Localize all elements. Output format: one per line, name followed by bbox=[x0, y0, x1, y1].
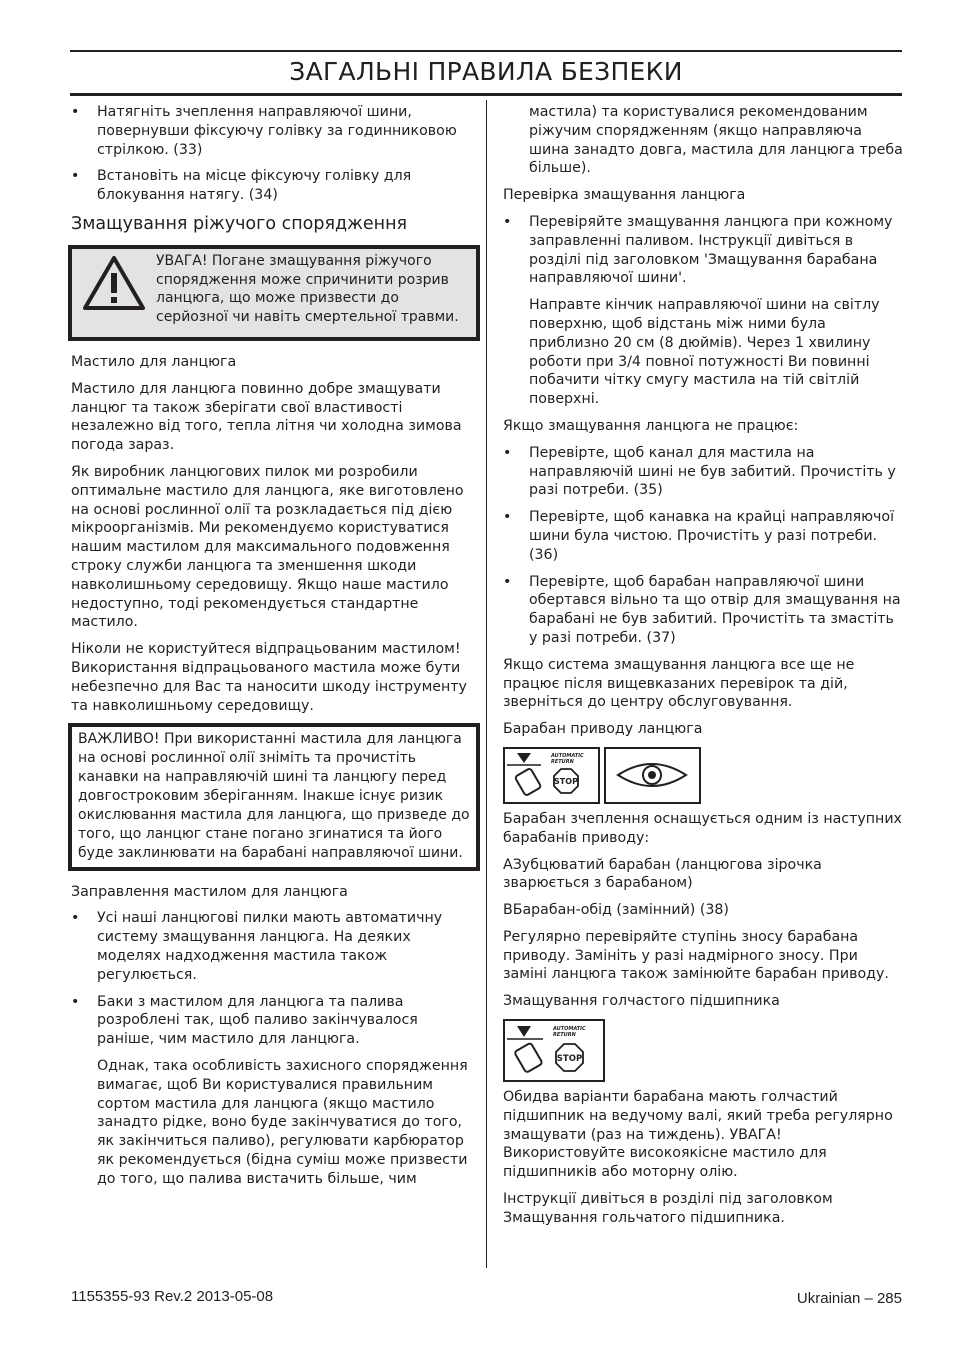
warning-triangle-icon bbox=[82, 255, 146, 311]
subheading-failure: Якщо змащування ланцюга не працює: bbox=[503, 417, 799, 434]
automatic-return-stop-icon bbox=[503, 747, 600, 804]
paragraph: Обидва варіанти барабана мають голчастий підшипник на ведучому валі, який треба регулярно змащувати (раз на тиждень). УВАГА! Використовуйте високоякісне мастило для підшипників або моторну олію. bbox=[503, 1089, 893, 1181]
paragraph: Мастило для ланцюга повинно добре змащувати ланцюг та також зберігати свої властивості незалежно від того, тепла літня чи холодна зимова погода зараз. bbox=[71, 380, 462, 454]
top-rule bbox=[70, 50, 902, 52]
paragraph: Ніколи не користуйтеся відпрацьованим мастилом! Використання відпрацьованого мастила може бути небезпечно для Вас та наносити шкоду інструменту та навколишньому середовищу. bbox=[71, 641, 467, 714]
return-label: RETURN bbox=[551, 758, 574, 765]
stop-label: STOP bbox=[554, 776, 578, 786]
paragraph: Якщо система змащування ланцюга все ще не працює після вищевказаних перевірок та дій, зверніться до центру обслуговування. bbox=[503, 656, 855, 711]
list-item: • Перевіряйте змащування ланцюга при кожному заправленні паливом. Інструкції дивіться в розділі під заголовком 'Змащування барабана направляючої шини'. bbox=[503, 213, 893, 287]
subheading-drum: Барабан приводу ланцюга bbox=[503, 721, 703, 738]
column-divider bbox=[486, 100, 487, 1268]
return-label: RETURN bbox=[553, 1032, 576, 1039]
warning-text: УВАГА! Погане змащування ріжучого спорядження може спричинити розрив ланцюга, що може призвести до серйозної чи навіть смертельної травми. bbox=[156, 252, 459, 325]
section-heading: Змащування ріжучого спорядження bbox=[71, 213, 408, 234]
paragraph: Однак, така особливість захисного спорядження вимагає, щоб Ви користувалися правильним сортом мастила для ланцюга (якщо мастило занадто рідке, воно буде закінчуватися до того, як закінчиться паливо), регулювати карбюратор як рекомендується (бідна суміш може призвести до того, що палива вистачить більше, чим bbox=[97, 1058, 468, 1187]
list-item: • Перевірте, щоб барабан направляючої шини обертався вільно та що отвір для змащування на барабані не був забитий. Прочистіть та змастіть у разі потреби. (37) bbox=[503, 573, 901, 646]
subheading-needle: Змащування голчастого підшипника bbox=[503, 993, 780, 1010]
page-title: ЗАГАЛЬНІ ПРАВИЛА БЕЗПЕКИ bbox=[289, 57, 683, 86]
subheading-oil: Мастило для ланцюга bbox=[71, 353, 237, 370]
paragraph: Як виробник ланцюгових пилок ми розробили оптимальне мастило для ланцюга, яке виготовлено на основі рослинної олії та розкладається під дією мікроорганізмів. Ми рекомендуємо користуватися нашим мастилом для максимального подовження строку служби ланцюга та зменшення шкоди навколишньому середовищу. Якщо наше мастило недоступно, тоді рекомендується стандартне мастило. bbox=[71, 463, 464, 631]
subheading-check: Перевірка змащування ланцюга bbox=[503, 187, 746, 204]
paragraph: Інструкції дивіться в розділі під заголовком Змащування гольчатого підшипника. bbox=[503, 1191, 833, 1226]
bullet-text: Перевірте, щоб канал для мастила на направляючій шині не був забитий. Прочистіть у разі потреби. (35) bbox=[529, 444, 896, 499]
list-item: • Усі наші ланцюгові пилки мають автоматичну систему змащування ланцюга. На деяких моделях надходження мастила також регулюється. bbox=[71, 910, 443, 983]
right-column bbox=[503, 103, 903, 1236]
title-rule bbox=[70, 93, 902, 96]
bullet-text: Усі наші ланцюгові пилки мають автоматичну систему змащування ланцюга. На деяких моделях надходження мастила також регулюється. bbox=[97, 910, 443, 983]
list-item: • Натягніть зчеплення направляючої шини, повернувши фіксуючу голівку за годинниковою стрілкою. (33) bbox=[71, 104, 457, 158]
paragraph: Регулярно перевіряйте ступінь зносу барабана приводу. Замініть у разі надмірного зносу. При заміні ланцюга також замінюйте барабан приводу. bbox=[503, 928, 889, 983]
important-text: ВАЖЛИВО! При використанні мастила для ланцюга на основі рослинної олії зніміть та прочистіть канавки на направляючій шині та ланцюгу перед довгостроковим зберіганням. Інакше існує ризик окислювання мастила для ланцюга, що призведе до того, що ланцюг стане погано згинатися та його буде заклинювати на барабані направляючої шини. bbox=[78, 731, 470, 861]
paragraph: мастила) та користувалися рекомендованим ріжучим спорядженням (якщо направляюча шина занадто довга, мастила для ланцюга треба більше). bbox=[529, 104, 903, 177]
automatic-label: AUTOMATIC bbox=[551, 752, 584, 759]
bullet-text: Баки з мастилом для ланцюга та палива розроблені так, щоб паливо закінчувалося раніше, чим мастило для ланцюга. bbox=[97, 993, 418, 1048]
list-item: • Перевірте, щоб канавка на крайці направляючої шини була чистою. Прочистіть у разі потреби. (36) bbox=[503, 509, 895, 563]
bullet-text: Перевірте, щоб барабан направляючої шини обертався вільно та що отвір для змащування на барабані не був забитий. Прочистіть та змастіть у разі потреби. (37) bbox=[529, 573, 901, 646]
subheading-filling: Заправлення мастилом для ланцюга bbox=[71, 883, 348, 900]
list-item: • Перевірте, щоб канал для мастила на направляючій шині не був забитий. Прочистіть у разі потреби. (35) bbox=[503, 444, 896, 499]
paragraph: BБарабан-обід (замінний) (38) bbox=[503, 902, 729, 919]
bullet-text: Перевірте, щоб канавка на крайці направляючої шини була чистою. Прочистіть у разі потреби. (36) bbox=[529, 509, 895, 563]
eye-icon bbox=[604, 747, 701, 804]
paragraph: Направте кінчик направляючої шини на світлу поверхню, щоб відстань між ними була приблизно 20 см (8 дюймів). Через 1 хвилину роботи при 3/4 повної потужності Ви повинні побачити чітку смугу мастила на тій світлій поверхні. bbox=[529, 297, 880, 408]
icon-row bbox=[503, 1019, 903, 1082]
bullet-text: Встановіть на місце фіксуючу голівку для блокування натягу. (34) bbox=[97, 168, 412, 204]
automatic-return-stop-icon bbox=[503, 1019, 605, 1082]
bullet-text: Перевіряйте змащування ланцюга при кожному заправленні паливом. Інструкції дивіться в розділі під заголовком 'Змащування барабана направляючої шини'. bbox=[529, 213, 893, 287]
stop-label: STOP bbox=[556, 1054, 583, 1065]
paragraph: AЗубцюватий барабан (ланцюгова зірочка зварюється з барабаном) bbox=[503, 856, 822, 892]
icon-row bbox=[503, 747, 903, 804]
bullet-text: Натягніть зчеплення направляючої шини, повернувши фіксуючу голівку за годинниковою стрілкою. (33) bbox=[97, 104, 457, 158]
page-number: Ukrainian – 285 bbox=[796, 1290, 902, 1307]
important-box bbox=[68, 723, 480, 870]
list-item: • Баки з мастилом для ланцюга та палива розроблені так, щоб паливо закінчувалося раніше, чим мастило для ланцюга. bbox=[71, 993, 418, 1048]
warning-box bbox=[68, 245, 480, 341]
left-column bbox=[71, 103, 471, 1197]
list-item: • Встановіть на місце фіксуючу голівку для блокування натягу. (34) bbox=[71, 168, 412, 204]
document-id: 1155355-93 Rev.2 2013-05-08 bbox=[71, 1288, 274, 1305]
automatic-label: AUTOMATIC bbox=[553, 1026, 586, 1033]
paragraph: Барабан зчеплення оснащується одним із наступних барабанів приводу: bbox=[503, 810, 902, 846]
